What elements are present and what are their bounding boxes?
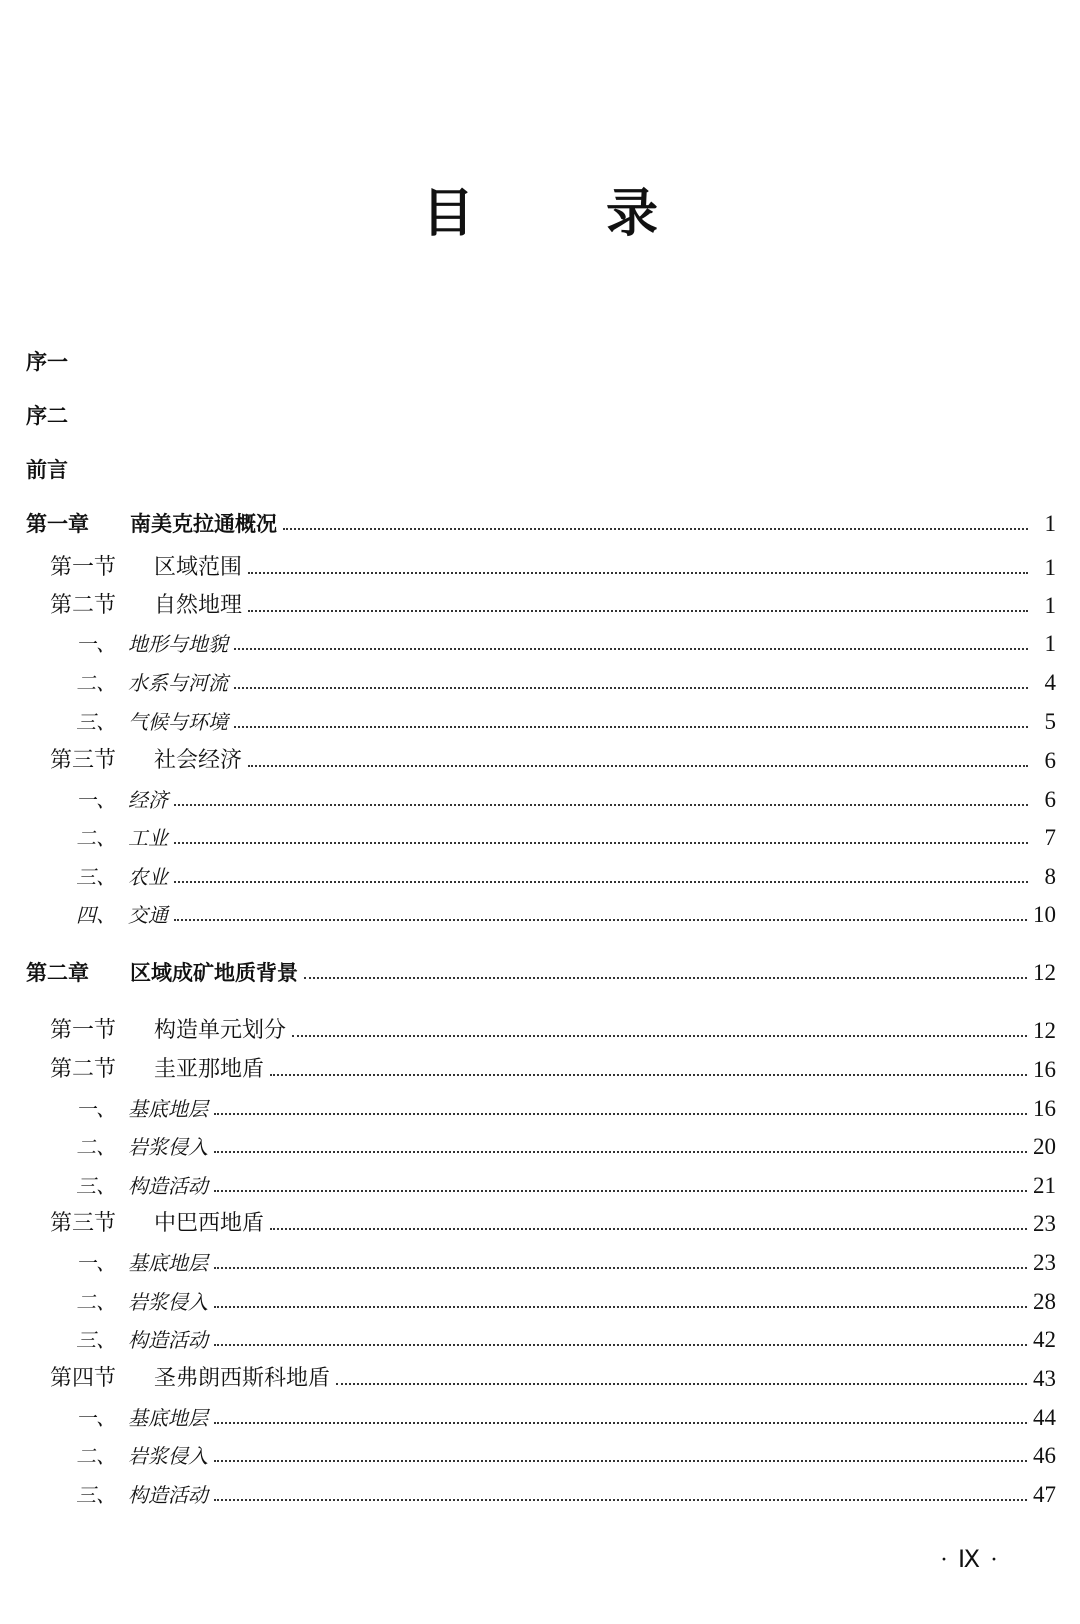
- toc-entry-title: 构造活动: [128, 1483, 208, 1507]
- toc-entry-title: 地形与地貌: [128, 632, 228, 656]
- footer-page-number: · Ⅸ ·: [940, 1547, 1001, 1573]
- toc-item-row[interactable]: [76, 893, 1056, 929]
- toc-page-number: 8: [1044, 864, 1056, 889]
- toc-page-number: 23: [1033, 1211, 1056, 1236]
- toc-entry-number: 第二章: [26, 961, 89, 985]
- toc-entry-number: 第四节: [50, 1366, 117, 1391]
- toc-entry-number: 四、: [76, 903, 116, 927]
- toc-entry-number: 第三节: [50, 748, 117, 773]
- dot-leader: [270, 1074, 1027, 1076]
- dot-leader: [174, 919, 1027, 921]
- toc-section-row[interactable]: [50, 1009, 1056, 1045]
- toc-entry-label: [50, 554, 242, 582]
- toc-entry-number: 第三节: [50, 1211, 117, 1236]
- toc-entry-number: 一、: [76, 1097, 116, 1121]
- dot-leader: [234, 687, 1028, 689]
- toc-section-row[interactable]: [50, 584, 1056, 620]
- toc-entry-label: [76, 786, 168, 814]
- dot-leader: [174, 804, 1028, 806]
- toc-item-row[interactable]: [76, 1087, 1056, 1123]
- toc-entry-number: 一、: [76, 1251, 116, 1275]
- toc-page-number: 1: [1044, 555, 1056, 580]
- toc-entry-label: [26, 959, 298, 987]
- dot-leader: [214, 1113, 1027, 1115]
- toc-entry-title: 工业: [128, 826, 168, 850]
- toc-item-row[interactable]: [76, 661, 1056, 697]
- toc-entry-title: 气候与环境: [128, 710, 228, 734]
- toc-entry-title: 自然地理: [154, 593, 243, 618]
- toc-entry-label: [76, 1442, 208, 1470]
- dot-leader: [270, 1228, 1027, 1230]
- toc-item-row[interactable]: [76, 1473, 1056, 1509]
- toc-entry-title: 圭亚那地盾: [154, 1057, 265, 1082]
- toc-page-number: 12: [1033, 1018, 1056, 1043]
- toc-item-row[interactable]: [76, 1125, 1056, 1161]
- dot-leader: [234, 648, 1028, 650]
- toc-entry-title: 基底地层: [128, 1406, 208, 1430]
- toc-entry-label: [76, 1133, 208, 1161]
- toc-entry-number: 三、: [76, 865, 116, 889]
- toc-page-number: 12: [1033, 960, 1056, 985]
- toc-item-row[interactable]: [76, 778, 1056, 814]
- toc-page-number: 16: [1033, 1096, 1056, 1121]
- toc-entry-label: [50, 1210, 264, 1238]
- toc-entry-number: 第二节: [50, 1057, 117, 1082]
- toc-entry-number: 第一节: [50, 1018, 117, 1043]
- toc-page-number: 20: [1033, 1134, 1056, 1159]
- toc-entry-number: 二、: [76, 1290, 116, 1314]
- toc-chapter-row[interactable]: [26, 951, 1056, 987]
- toc-entry-title: 构造活动: [128, 1174, 208, 1198]
- toc-page-number: 47: [1033, 1482, 1056, 1507]
- toc-entry-number: 三、: [76, 710, 116, 734]
- dot-leader: [214, 1151, 1027, 1153]
- toc-page-number: 7: [1044, 825, 1056, 850]
- toc-entry-title: 经济: [128, 788, 168, 812]
- toc-entry-number: 三、: [76, 1328, 116, 1352]
- toc-item-row[interactable]: [76, 1280, 1056, 1316]
- dot-leader: [248, 610, 1028, 612]
- toc-entry-number: 二、: [76, 1135, 116, 1159]
- dot-leader: [248, 765, 1028, 767]
- dot-leader: [292, 1035, 1027, 1037]
- toc-page-number: 4: [1044, 670, 1056, 695]
- toc-section-row[interactable]: [50, 1357, 1056, 1393]
- dot-leader: [214, 1306, 1027, 1308]
- toc-entry-label: [76, 708, 228, 736]
- dot-leader: [304, 977, 1027, 979]
- toc-entry-title: 区域范围: [154, 555, 243, 580]
- toc-page-number: 6: [1044, 748, 1056, 773]
- toc-entry-title: 区域成矿地质背景: [130, 961, 298, 985]
- toc-entry-title: 交通: [128, 903, 168, 927]
- toc-page-number: 46: [1033, 1443, 1056, 1468]
- toc-item-row[interactable]: [76, 855, 1056, 891]
- toc-entry-number: 第一节: [50, 555, 117, 580]
- toc-page-number: 1: [1044, 511, 1056, 536]
- toc-page-number: 5: [1044, 709, 1056, 734]
- toc-entry-title: 圣弗朗西斯科地盾: [154, 1366, 331, 1391]
- toc-entry-label: [50, 1056, 264, 1084]
- toc-page-number: 23: [1033, 1250, 1056, 1275]
- toc-section-row[interactable]: [50, 739, 1056, 775]
- toc-entry-title: 南美克拉通概况: [130, 512, 277, 536]
- toc-entry-label: [76, 669, 228, 697]
- toc-page-number: 28: [1033, 1289, 1056, 1314]
- toc-item-row[interactable]: [76, 1164, 1056, 1200]
- toc-entry-number: 三、: [76, 1483, 116, 1507]
- toc-page-number: 44: [1033, 1405, 1056, 1430]
- dot-leader: [214, 1499, 1027, 1501]
- toc-chapter-row[interactable]: [26, 502, 1056, 538]
- toc-entry-title: 构造活动: [128, 1328, 208, 1352]
- toc-entry-label: [50, 592, 242, 620]
- dot-leader: [214, 1190, 1027, 1192]
- dot-leader: [283, 528, 1028, 530]
- dot-leader: [174, 842, 1028, 844]
- toc-entry-number: 二、: [76, 671, 116, 695]
- page-title-char-1: 目: [421, 184, 474, 244]
- front-matter-label: 前言: [26, 458, 68, 482]
- toc-entry-label: [26, 510, 277, 538]
- dot-leader: [248, 572, 1028, 574]
- toc-entry-label: [76, 1326, 208, 1354]
- toc-item-row[interactable]: [76, 1318, 1056, 1354]
- toc-entry-label: [76, 1481, 208, 1509]
- toc-entry-label: [76, 1095, 208, 1123]
- toc-entry-number: 第二节: [50, 593, 117, 618]
- toc-entry-title: 岩浆侵入: [128, 1135, 208, 1159]
- toc-entry-label: [50, 747, 242, 775]
- toc-entry-number: 二、: [76, 1444, 116, 1468]
- toc-entry-label: [76, 1404, 208, 1432]
- toc-page-number: 1: [1044, 631, 1056, 656]
- toc-page-number: 21: [1033, 1173, 1056, 1198]
- toc-entry-number: 一、: [76, 788, 116, 812]
- toc-page-number: 6: [1044, 787, 1056, 812]
- toc-page-number: 1: [1044, 593, 1056, 618]
- dot-leader: [234, 726, 1028, 728]
- toc-item-row[interactable]: [76, 1241, 1056, 1277]
- toc-entry-title: 岩浆侵入: [128, 1444, 208, 1468]
- toc-entry-number: 第一章: [26, 512, 89, 536]
- toc-page-number: 10: [1033, 902, 1056, 927]
- toc-entry-title: 中巴西地盾: [154, 1211, 265, 1236]
- toc-entry-label: [76, 1172, 208, 1200]
- dot-leader: [214, 1344, 1027, 1346]
- toc-entry-title: 基底地层: [128, 1097, 208, 1121]
- toc-entry-label: [76, 1288, 208, 1316]
- toc-entry-title: 农业: [128, 865, 168, 889]
- toc-page-number: 43: [1033, 1366, 1056, 1391]
- toc-entry-label: [76, 824, 168, 852]
- dot-leader: [214, 1460, 1027, 1462]
- dot-leader: [336, 1383, 1027, 1385]
- toc-entry-number: 一、: [76, 632, 116, 656]
- dot-leader: [214, 1267, 1027, 1269]
- toc-section-row[interactable]: [50, 546, 1056, 582]
- front-matter-item[interactable]: [26, 448, 1056, 484]
- toc-item-row[interactable]: [76, 700, 1056, 736]
- toc-page-number: 16: [1033, 1057, 1056, 1082]
- toc-page-number: 42: [1033, 1327, 1056, 1352]
- dot-leader: [214, 1422, 1027, 1424]
- toc-entry-label: [76, 863, 168, 891]
- toc-entry-label: [50, 1365, 330, 1393]
- toc-item-row[interactable]: [76, 816, 1056, 852]
- toc-entry-label: [76, 901, 168, 929]
- toc-entry-title: 社会经济: [154, 748, 243, 773]
- toc-entry-number: 二、: [76, 826, 116, 850]
- front-matter-label: 序二: [26, 404, 68, 428]
- toc-entry-number: 三、: [76, 1174, 116, 1198]
- page-title-char-2: 录: [606, 184, 659, 244]
- front-matter-item[interactable]: [26, 394, 1056, 430]
- dot-leader: [174, 881, 1028, 883]
- toc-item-row[interactable]: [76, 1434, 1056, 1470]
- toc-item-row[interactable]: [76, 622, 1056, 658]
- toc-entry-title: 基底地层: [128, 1251, 208, 1275]
- toc-entry-number: 一、: [76, 1406, 116, 1430]
- front-matter-label: 序一: [26, 350, 68, 374]
- toc-entry-title: 水系与河流: [128, 671, 228, 695]
- front-matter-item[interactable]: [26, 340, 1056, 376]
- toc-item-row[interactable]: [76, 1396, 1056, 1432]
- toc-section-row[interactable]: [50, 1048, 1056, 1084]
- toc-entry-label: [76, 630, 228, 658]
- page-title: [0, 182, 1080, 246]
- toc-entry-label: [76, 1249, 208, 1277]
- toc-entry-label: [50, 1017, 286, 1045]
- toc-section-row[interactable]: [50, 1202, 1056, 1238]
- toc-entry-title: 岩浆侵入: [128, 1290, 208, 1314]
- toc-entry-title: 构造单元划分: [154, 1018, 287, 1043]
